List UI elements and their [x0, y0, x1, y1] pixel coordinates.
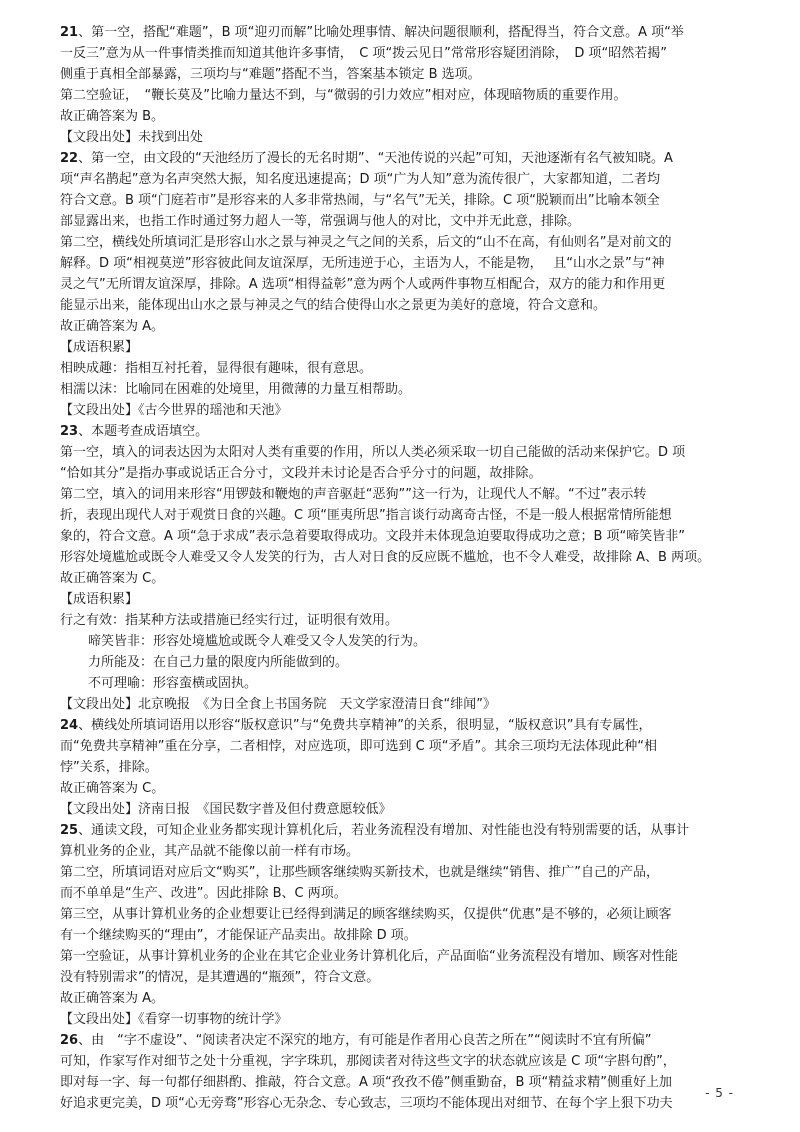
line-text: 一反三”意为从一件事情类推而知道其他许多事情， C 项“拨云见日”常常形容疑团消除， D 项“昭然若揭”: [60, 46, 668, 61]
line-text: 而“免费共享精神”重在分享，二者相悖，对应选项，即可选到 C 项“矛盾”。其余三项均无法体现此种“相: [60, 739, 658, 754]
line-text: 第二空，横线处所填词汇是形容山水之景与神灵之气之间的关系，后文的“山不在高，有仙则名”是对前文的: [60, 235, 672, 250]
line-text: 【成语积累】: [60, 592, 139, 607]
line-text: 故正确答案为 A。: [60, 991, 165, 1006]
line-text: 第一空，填入的词表达因为太阳对人类有重要的作用，所以人类必须采取一切自己能做的活动来保护它。D 项: [60, 445, 686, 460]
line-text: 而不单单是“生产、改进”。因此排除 B、C 两项。: [60, 886, 347, 901]
text-line: [60, 148, 752, 169]
text-line: [60, 169, 752, 190]
text-line: [60, 757, 752, 778]
text-line: [60, 463, 752, 484]
line-text: 部显露出来，也指工作时通过努力超人一等，常强调与他人的对比，文中并无此意，排除。: [60, 214, 581, 229]
text-line: [60, 400, 752, 421]
line-text: 侧重于真相全部暴露，三项均与“难题”搭配不当，答案基本锁定 B 选项。: [60, 67, 481, 82]
line-text: 故正确答案为 C。: [60, 571, 165, 586]
line-text: 第一空验证，从事计算机业务的企业在其它企业业务计算机化后，产品面临“业务流程没有增加、顾客对性能: [60, 949, 678, 964]
line-text: 【文段出处】《看穿一切事物的统计学》: [60, 1012, 288, 1027]
line-text: 、由 “字不虚设”、“阅读者决定不深究的地方，有可能是作者用心良苦之所在”“阅读时不宜有所偏”: [78, 1033, 652, 1048]
line-text: 可知，作家写作对细节之处十分重视，字字珠玑，那阅读者对待这些文字的状态就应该是 C 项“字斟句酌”，: [60, 1054, 676, 1069]
line-text: 第二空，填入的词用来形容“用锣鼓和鞭炮的声音驱赶“恶狗””这一行为，让现代人不解。“不过”表示转: [60, 487, 647, 502]
line-text: 第二空，所填词语对应后文“购买”，让那些顾客继续购买新技术，也就是继续“销售、推广”自己的产品，: [60, 865, 659, 880]
text-line: [60, 736, 752, 757]
text-line: [60, 43, 752, 64]
line-text: 故正确答案为 B。: [60, 109, 165, 124]
text-line: [60, 1030, 752, 1051]
text-line: [60, 610, 752, 631]
line-text: 故正确答案为 C。: [60, 781, 165, 796]
question-number: 21: [60, 25, 79, 40]
line-text: 第三空，从事计算机业务的企业想要让已经得到满足的顾客继续购买，仅提供“优惠”是不够的，必须让顾客: [60, 907, 672, 922]
question-number: 26: [60, 1033, 79, 1048]
line-text: 【文段出处】济南日报 《国民数字普及但付费意愿较低》: [60, 802, 392, 817]
line-text: 第二空验证， “鞭长莫及”比喻力量达不到，与“微弱的引力效应”相对应，体现暗物质的重要作用。: [60, 88, 627, 103]
line-text: 好追求更完美，D 项“心无旁骛”形容心无杂念、专心致志，三项均不能体现出对细节、在每个字上狠下功夫: [60, 1096, 673, 1111]
line-text: 相映成趣：指相互衬托着，显得很有趣味，很有意思。: [60, 361, 373, 376]
line-text: 悖”关系，排除。: [60, 760, 158, 775]
question-number: 22: [60, 151, 79, 166]
line-text: 没有特别需求”的情况，是其遭遇的“瓶颈”，符合文意。: [60, 970, 380, 985]
text-line: [60, 967, 752, 988]
text-line: [60, 1009, 752, 1030]
answer-explanation-page: [60, 22, 752, 1111]
line-text: 力所能及：在自己力量的限度内所能做到的。: [88, 655, 349, 670]
text-line: [60, 883, 752, 904]
line-text: 【文段出处】未找到出处: [60, 130, 204, 145]
line-text: 、横线处所填词语用以形容“版权意识”与“免费共享精神”的关系，很明显，“版权意识”具有专属性，: [78, 718, 652, 733]
text-line: [60, 778, 752, 799]
line-text: 折，表现出现代人对于观赏日食的兴趣。C 项“匪夷所思”指言谈行动离奇古怪，不是一般人根据常情所能想: [60, 508, 672, 523]
text-line: [60, 925, 752, 946]
line-text: 灵之气”无所谓友谊深厚，排除。A 选项“相得益彰”意为两个人或两件事物互相配合，双方的能力和作用更: [60, 277, 666, 292]
line-text: 解释。D 项“相视莫逆”形容彼此间友谊深厚，无所违逆于心，主语为人，不能是物， 且“山水之景”与“神: [60, 256, 665, 271]
text-line: [60, 106, 752, 127]
text-line: [60, 1051, 752, 1072]
line-text: 故正确答案为 A。: [60, 319, 165, 334]
text-line: [60, 505, 752, 526]
line-text: 象的，符合文意。A 项“急于求成”表示急着要取得成功。文段并未体现急迫要取得成功之意；B 项“啼笑皆非”: [60, 529, 686, 544]
line-text: 算机业务的企业，其产品就不能像以前一样有市场。: [60, 844, 360, 859]
line-text: 【文段出处】《古今世界的瑶池和天池》: [60, 403, 288, 418]
line-text: 项“声名鹊起”意为名声突然大振，知名度迅速提高；D 项“广为人知”意为流传很广，大家都知道，二者均: [60, 172, 661, 187]
text-line: [60, 232, 752, 253]
text-line: [60, 652, 752, 673]
line-text: 啼笑皆非：形容处境尴尬或既令人难受又令人发笑的行为。: [88, 634, 427, 649]
text-line: [60, 127, 752, 148]
page-number: - 5 -: [705, 1086, 734, 1100]
text-line: [60, 820, 752, 841]
text-line: [60, 211, 752, 232]
text-line: [60, 715, 752, 736]
text-line: [60, 421, 752, 442]
line-text: 有一个继续购买的“理由”，才能保证产品卖出。故排除 D 项。: [60, 928, 417, 943]
line-text: 相濡以沫：比喻同在困难的处境里，用微薄的力量互相帮助。: [60, 382, 412, 397]
text-line: [60, 799, 752, 820]
line-text: 、本题考查成语填空。: [78, 424, 209, 439]
line-text: 即对每一字、每一句都仔细斟酌、推敲，符合文意。A 项“孜孜不倦”侧重勤奋，B 项“精益求精”侧重好上加: [60, 1075, 673, 1090]
line-text: “恰如其分”是指办事或说话正合分寸，文段并未讨论是否合乎分寸的问题，故排除。: [60, 466, 542, 481]
text-line: [60, 1093, 752, 1114]
line-text: 【文段出处】北京晚报 《为日全食上书国务院 天文学家澄清日食“绯闻”》: [60, 697, 496, 712]
line-text: 、通读文段，可知企业业务都实现计算机化后，若业务流程没有增加、对性能也没有特别需要的话，从事计: [78, 823, 690, 838]
line-text: 能显示出来，能体现出山水之景与神灵之气的结合使得山水之景更为美好的意境，符合文意和。: [60, 298, 607, 313]
line-text: 不可理喻：形容蛮横或固执。: [88, 676, 258, 691]
text-line: [60, 337, 752, 358]
text-line: [60, 988, 752, 1009]
text-line: [60, 631, 752, 652]
line-text: 形容处境尴尬或既令人难受又令人发笑的行为，古人对日食的反应既不尴尬，也不令人难受，故排除 A、B 两项。: [60, 550, 711, 565]
text-line: [60, 22, 752, 43]
text-line: [60, 85, 752, 106]
text-line: [60, 190, 752, 211]
text-line: [60, 484, 752, 505]
text-line: [60, 904, 752, 925]
text-line: [60, 568, 752, 589]
text-line: [60, 274, 752, 295]
text-line: [60, 316, 752, 337]
question-number: 24: [60, 718, 79, 733]
text-line: [60, 358, 752, 379]
text-line: [60, 841, 752, 862]
text-line: [60, 442, 752, 463]
question-number: 25: [60, 823, 79, 838]
text-line: [60, 1072, 752, 1093]
line-text: 行之有效：指某种方法或措施已经实行过，证明很有效用。: [60, 613, 399, 628]
text-line: [60, 64, 752, 85]
text-line: [60, 694, 752, 715]
line-text: 符合文意。B 项“门庭若市”是形容来的人多非常热闹，与“名气”无关，排除。C 项“脱颖而出”比喻本领全: [60, 193, 660, 208]
line-text: 、第一空，搭配“难题”，B 项“迎刃而解”比喻处理事情、解决问题很顺利，搭配得当，符合文意。A 项“举: [78, 25, 684, 40]
text-line: [60, 526, 752, 547]
text-line: [60, 253, 752, 274]
text-line: [60, 295, 752, 316]
line-text: 、第一空，由文段的“天池经历了漫长的无名时期”、“天池传说的兴起”可知，天池逐渐有名气被知晓。A: [78, 151, 673, 166]
text-line: [60, 673, 752, 694]
line-text: 【成语积累】: [60, 340, 139, 355]
text-line: [60, 589, 752, 610]
question-number: 23: [60, 424, 79, 439]
text-line: [60, 862, 752, 883]
text-line: [60, 547, 752, 568]
text-line: [60, 946, 752, 967]
text-line: [60, 379, 752, 400]
